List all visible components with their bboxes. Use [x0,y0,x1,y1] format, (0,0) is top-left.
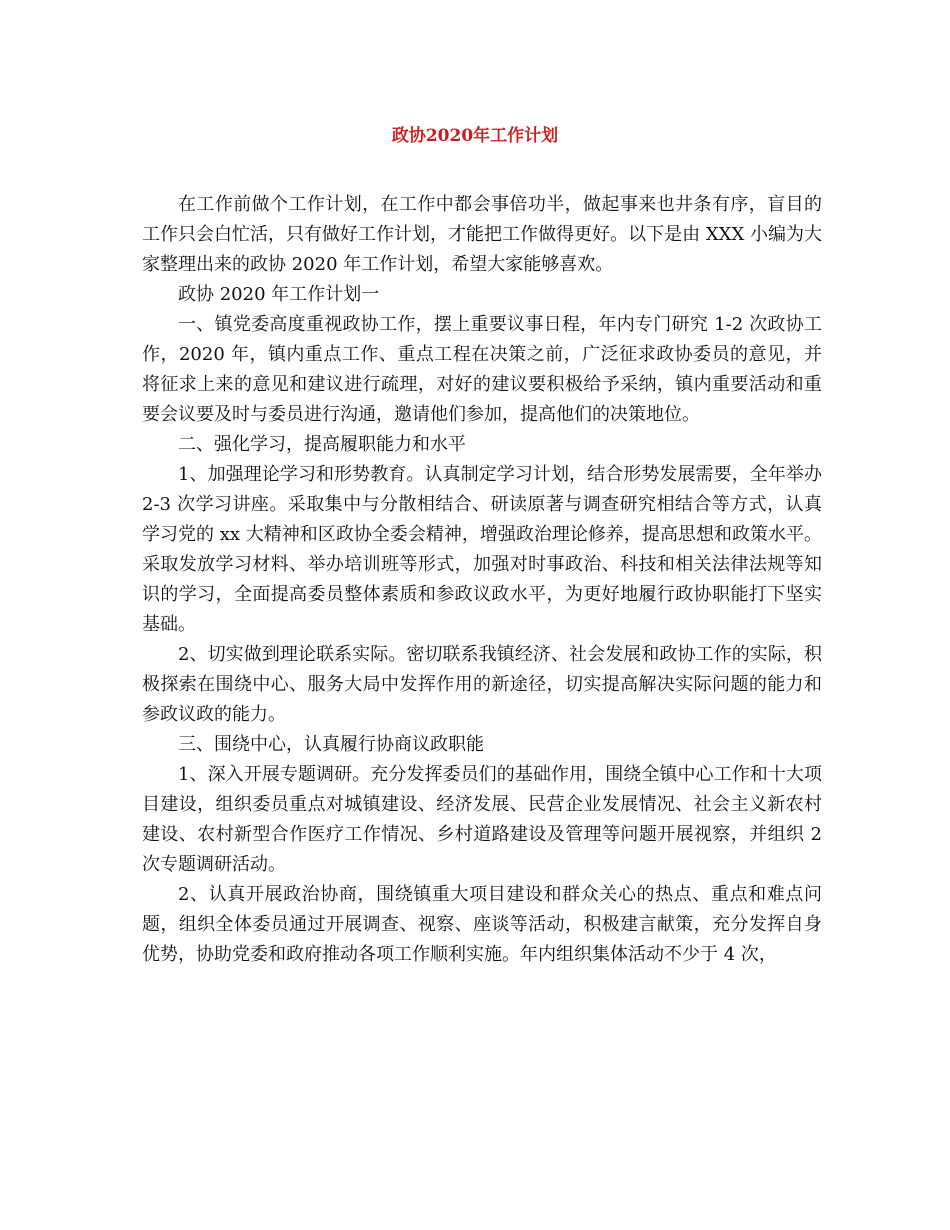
section-two-item-2: 2、切实做到理论联系实际。密切联系我镇经济、社会发展和政协工作的实际，积极探索在围绕中心、服务大局中发挥作用的新途径，切实提高解决实际问题的能力和参政议政的能力。 [142,644,822,725]
intro-paragraph: 在工作前做个工作计划，在工作中都会事倍功半，做起事来也井条有序，盲目的工作只会白忙活，只有做好工作计划，才能把工作做得更好。以下是由 XXX 小编为大家整理出来的政协 2020 年工作计划，希望大家能够喜欢。 [142,194,822,275]
section-two-item-1: 1、加强理论学习和形势教育。认真制定学习计划，结合形势发展需要，全年举办 2-3 次学习讲座。采取集中与分散相结合、研读原著与调查研究相结合等方式，认真学习党的 xx 大精神和区政协全委会精神，增强政治理论修养，提高思想和政策水平。采取发放学习材料、举办培训班等形式，加强对时事政治、科技和相关法律法规等知识的学习，全面提高委员整体素质和参政议政水平，为更好地履行政协职能打下坚实基础。 [142,464,822,635]
section-two-heading: 二、强化学习，提高履职能力和水平 [178,434,466,455]
plan-heading: 政协 2020 年工作计划一 [178,284,380,305]
section-three-item-1: 1、深入开展专题调研。充分发挥委员们的基础作用，围绕全镇中心工作和十大项目建设，组织委员重点对城镇建设、经济发展、民营企业发展情况、社会主义新农村建设、农村新型合作医疗工作情况、乡村道路建设及管理等问题开展视察，并组织 2 次专题调研活动。 [142,764,822,875]
section-three-item-2: 2、认真开展政治协商，围绕镇重大项目建设和群众关心的热点、重点和难点问题，组织全体委员通过开展调查、视察、座谈等活动，积极建言献策，充分发挥自身优势，协助党委和政府推动各项工作顺利实施。年内组织集体活动不少于 4 次， [142,884,822,965]
document-title: 政协2020年工作计划 [391,126,559,146]
document-body [142,190,822,970]
section-three-heading: 三、围绕中心，认真履行协商议政职能 [178,734,484,755]
section-one-paragraph: 一、镇党委高度重视政协工作，摆上重要议事日程，年内专门研究 1-2 次政协工作，2020 年，镇内重点工作、重点工程在决策之前，广泛征求政协委员的意见，并将征求上来的意见和建议进行疏理，对好的建议要积极给予采纳，镇内重要活动和重要会议要及时与委员进行沟通，邀请他们参加，提高他们的决策地位。 [142,314,822,425]
